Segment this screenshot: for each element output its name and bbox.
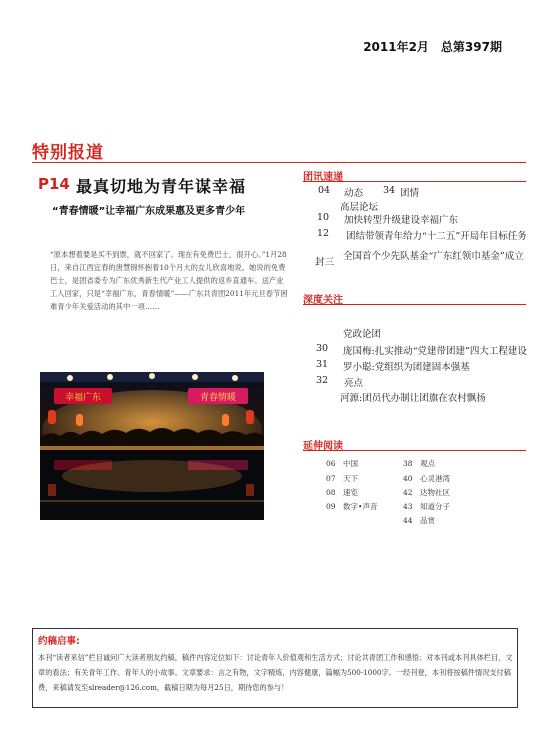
reading-item[interactable]: 09 数字•声音 — [326, 502, 378, 511]
toc-item[interactable]: 04 — [318, 185, 331, 196]
reading-item[interactable]: 38 观点 — [403, 459, 436, 468]
toc-item[interactable]: 河源:团员代办制让团旗在农村飘扬 — [340, 393, 486, 404]
reading-section-rule — [303, 450, 526, 451]
notice-body: 本刊“读者来信”栏目诚问广大读者朋友约稿，稿件内容定位如下：讨论青年人价值观和生活方式；讨论共青团工作和感悟；对本刊或本刊具体栏目、文章的看法；有关青年工作、青年人的小故事。文章要求：言之有物，文字精炼，内容健康，篇幅为500-1000字。一经刊登，本刊将按稿件情况支付稿费，来稿请发至slreader@126.com，截稿日期为每月25日，期待您的参与！ — [38, 653, 513, 692]
focus-section-rule — [303, 304, 526, 305]
special-report-rule — [32, 162, 526, 163]
toc-item[interactable]: 34 — [383, 185, 396, 196]
toc-item[interactable]: 动态 — [344, 188, 364, 199]
toc-item[interactable]: 亮点 — [344, 378, 364, 389]
stage-photo — [40, 372, 264, 520]
reading-item[interactable]: 42 达物社区 — [403, 488, 451, 497]
toc-item[interactable]: 封三 — [315, 257, 335, 268]
toc-item[interactable]: 10 — [317, 212, 330, 223]
issue-date: 2011年2月 总第397期 — [363, 40, 502, 54]
reading-item[interactable]: 08 速览 — [326, 488, 359, 497]
special-report-title: 特别报道 — [32, 143, 104, 163]
toc-item[interactable]: 罗小聪:党组织为团建固本强基 — [343, 362, 470, 373]
toc-item[interactable]: 全国首个少先队基金“广东红领巾基金”成立 — [343, 251, 524, 262]
article-excerpt: “原本想着要是买不到票，就不回家了。现在有免费巴士，很开心。”1月28日，来自江西宜春的唐慧锦怀抱着10个月大的女儿欣喜地说。她说的免费巴士，是团省委专为广东优秀新生代产业工人提供的返乡直通车。送产业工人回家，只是“幸福广东，青春情暖”——广东共青团2011年元旦春节困难青少年关爱活动的其中一项…… — [50, 250, 288, 311]
toc-item[interactable]: 党政论团 — [343, 329, 382, 340]
reading-item[interactable]: 43 知道分子 — [403, 502, 451, 511]
news-section-title: 团讯速递 — [303, 172, 343, 183]
reading-item[interactable]: 44 品赏 — [403, 516, 436, 525]
focus-section-title: 深度关注 — [303, 295, 343, 306]
notice-title: 约稿启事: — [38, 636, 80, 647]
toc-item[interactable]: 12 — [317, 228, 330, 239]
toc-item[interactable]: 团结带领青年给力“十二五”开局年目标任务 — [346, 231, 527, 242]
toc-item[interactable]: 团情 — [400, 188, 420, 199]
toc-item[interactable]: 庞国梅:扎实推动“党建带团建”四大工程建设 — [343, 346, 527, 357]
toc-item[interactable]: 32 — [316, 375, 329, 386]
sub-headline: “青春情暖”让幸福广东成果惠及更多青少年 — [52, 206, 246, 217]
photo-sign-right: 青春情暖 — [199, 393, 237, 403]
reading-section-title: 延伸阅读 — [303, 441, 343, 452]
reading-item[interactable]: 07 天下 — [326, 474, 359, 483]
toc-item[interactable]: 31 — [316, 359, 329, 370]
main-headline[interactable]: 最真切地为青年谋幸福 — [76, 177, 247, 196]
toc-item[interactable]: 加快转型升级建设幸福广东 — [344, 215, 459, 226]
reading-item[interactable]: 40 心灵港湾 — [403, 474, 451, 483]
toc-item[interactable]: 高层论坛 — [340, 202, 379, 213]
page-code: P14 — [38, 175, 70, 193]
photo-sign-left: 幸福广东 — [64, 393, 102, 403]
news-section-rule — [303, 181, 526, 182]
reading-item[interactable]: 06 中国 — [326, 459, 359, 468]
toc-item[interactable]: 30 — [316, 343, 329, 354]
